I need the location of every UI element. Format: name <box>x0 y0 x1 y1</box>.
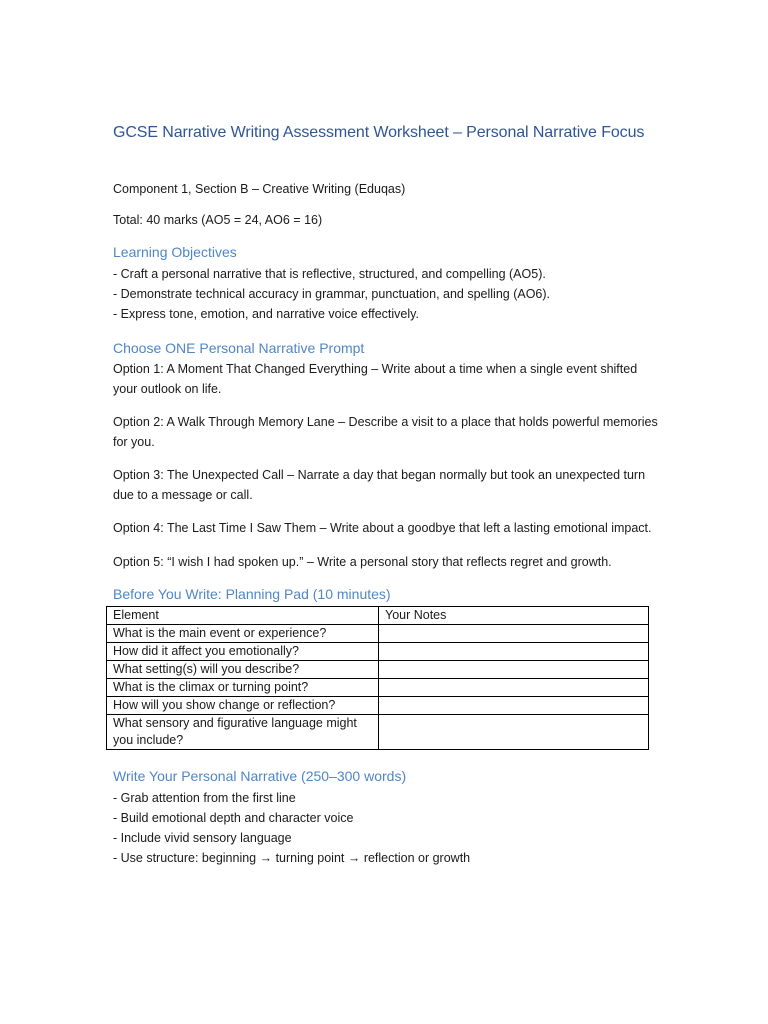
table-row <box>107 661 649 679</box>
guidance-item: - Build emotional depth and character voice <box>113 811 354 825</box>
worksheet-content <box>113 124 658 884</box>
notes-cell[interactable] <box>379 643 649 661</box>
guidance-item: - Grab attention from the first line <box>113 791 296 805</box>
guidance-item: - Use structure: beginning → turning point → reflection or growth <box>113 851 471 865</box>
prompt-option-4: Option 4: The Last Time I Saw Them – Write about a goodbye that left a lasting emotional impact. <box>113 521 652 535</box>
table-row <box>107 715 649 750</box>
component-line: Component 1, Section B – Creative Writing (Eduqas) <box>113 182 406 196</box>
planning-heading: Before You Write: Planning Pad (10 minutes) <box>113 586 391 602</box>
guidance-item: - Include vivid sensory language <box>113 831 292 845</box>
notes-cell[interactable] <box>379 697 649 715</box>
planning-table <box>106 606 649 750</box>
table-row <box>107 679 649 697</box>
notes-cell[interactable] <box>379 679 649 697</box>
prompt-option-3: Option 3: The Unexpected Call – Narrate a day that began normally but took an unexpected turn due to a message or call. <box>113 468 646 502</box>
page-title: GCSE Narrative Writing Assessment Worksheet – Personal Narrative Focus <box>113 124 645 141</box>
write-heading: Write Your Personal Narrative (250–300 words) <box>113 768 407 784</box>
prompt-heading: Choose ONE Personal Narrative Prompt <box>113 340 365 356</box>
learning-objectives-heading: Learning Objectives <box>113 244 237 260</box>
prompt-option-1: Option 1: A Moment That Changed Everything – Write about a time when a single event shifted your outlook on life. <box>113 362 638 396</box>
prompt-option-2: Option 2: A Walk Through Memory Lane – Describe a visit to a place that holds powerful memories for you. <box>113 415 658 449</box>
notes-cell[interactable] <box>379 625 649 643</box>
element-cell: What is the climax or turning point? <box>107 679 379 697</box>
notes-cell[interactable] <box>379 661 649 679</box>
element-cell: How did it affect you emotionally? <box>107 643 379 661</box>
table-row <box>107 625 649 643</box>
objective-item: - Craft a personal narrative that is reflective, structured, and compelling (AO5). <box>113 267 546 281</box>
prompt-options <box>113 360 658 572</box>
element-cell: What setting(s) will you describe? <box>107 661 379 679</box>
objective-item: - Express tone, emotion, and narrative voice effectively. <box>113 307 419 321</box>
element-cell: How will you show change or reflection? <box>107 697 379 715</box>
prompt-option-5: Option 5: “I wish I had spoken up.” – Write a personal story that reflects regret and growth. <box>113 554 612 569</box>
learning-objectives-list <box>113 264 658 324</box>
write-guidance-list <box>113 788 658 868</box>
element-cell: What is the main event or experience? <box>107 625 379 643</box>
table-header-row <box>107 607 649 625</box>
total-marks-line: Total: 40 marks (AO5 = 24, AO6 = 16) <box>113 213 323 227</box>
element-cell: What sensory and figurative language might you include? <box>107 715 379 750</box>
notes-cell[interactable] <box>379 715 649 750</box>
table-row <box>107 697 649 715</box>
column-header: Your Notes <box>379 607 649 625</box>
table-row <box>107 643 649 661</box>
objective-item: - Demonstrate technical accuracy in grammar, punctuation, and spelling (AO6). <box>113 287 551 301</box>
column-header: Element <box>107 607 379 625</box>
